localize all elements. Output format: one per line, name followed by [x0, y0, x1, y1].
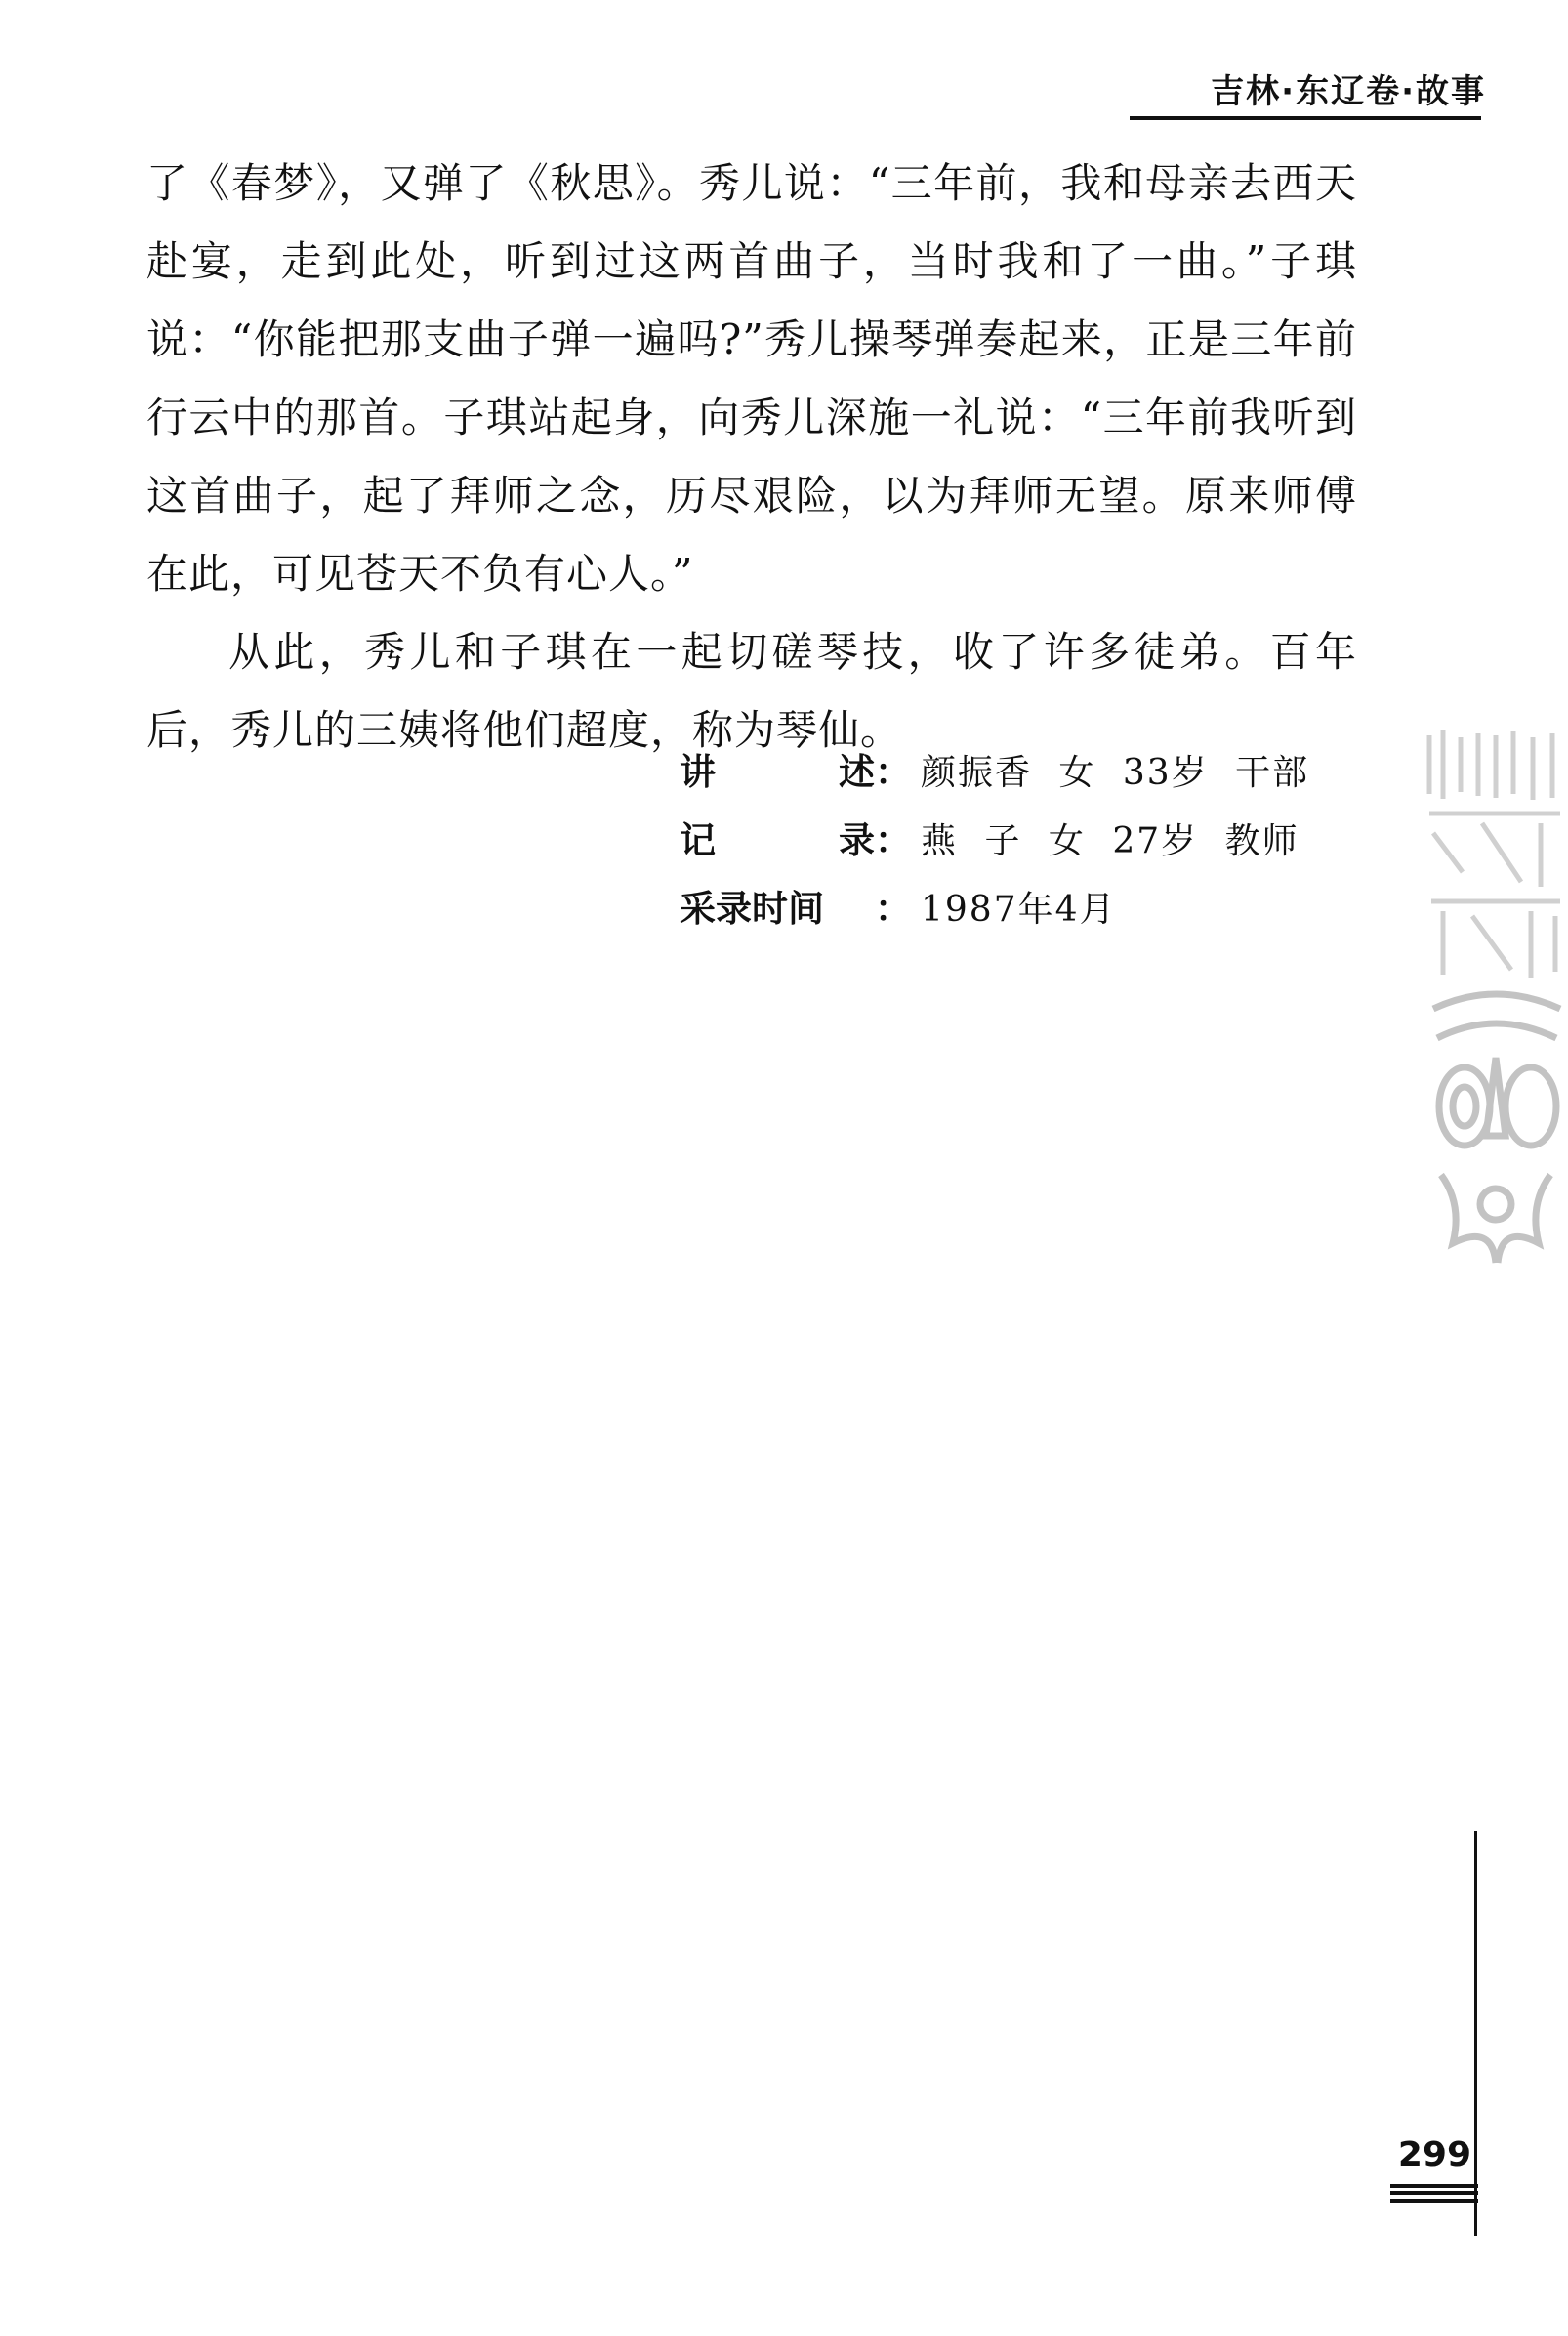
page-vertical-rule [1474, 1831, 1477, 2236]
credit-narrator-label: 讲 述 [680, 751, 875, 793]
story-paragraph-1: 了《春梦》，又弹了《秋思》。秀儿说：“三年前，我和母亲去西天赴宴，走到此处，听到过这两首曲子，当时我和了一曲。”子琪说：“你能把那支曲子弹一遍吗?”秀儿操琴弹奏起来，正是三年前行云中的那首。子琪站起身，向秀儿深施一礼说：“三年前我听到这首曲子，起了拜师之念，历尽艰险，以为拜师无望。原来师傅在此，可见苍天不负有心人。” [146, 159, 1357, 598]
running-header: 吉林·东辽卷·故事 [1211, 72, 1486, 111]
credit-colon: ： [875, 888, 911, 930]
credit-narrator [680, 742, 1382, 811]
side-tab-ornament [1424, 716, 1568, 1282]
credit-date-value: 1987年4月 [921, 890, 1117, 930]
credits-block [680, 742, 1382, 947]
story-paragraph-2: 从此，秀儿和子琪在一起切磋琴技，收了许多徒弟。百年后，秀儿的三姨将他们超度，称为琴仙。 [146, 628, 1357, 754]
credit-recorder-value: 燕 子 女 27岁 教师 [921, 821, 1300, 861]
page-number: 299 [1397, 2135, 1471, 2175]
credit-recorder-label: 记 录 [680, 819, 875, 861]
credit-recorder [680, 811, 1382, 879]
credit-date-label: 采录时间 [680, 888, 824, 930]
header-rule [1130, 116, 1481, 120]
credit-narrator-value: 颜振香 女 33岁 干部 [921, 753, 1310, 793]
page-number-underline [1390, 2184, 1478, 2213]
story-body [146, 145, 1357, 770]
credit-colon: ： [875, 751, 911, 793]
credit-date [680, 879, 1382, 947]
credit-colon: ： [875, 819, 911, 861]
